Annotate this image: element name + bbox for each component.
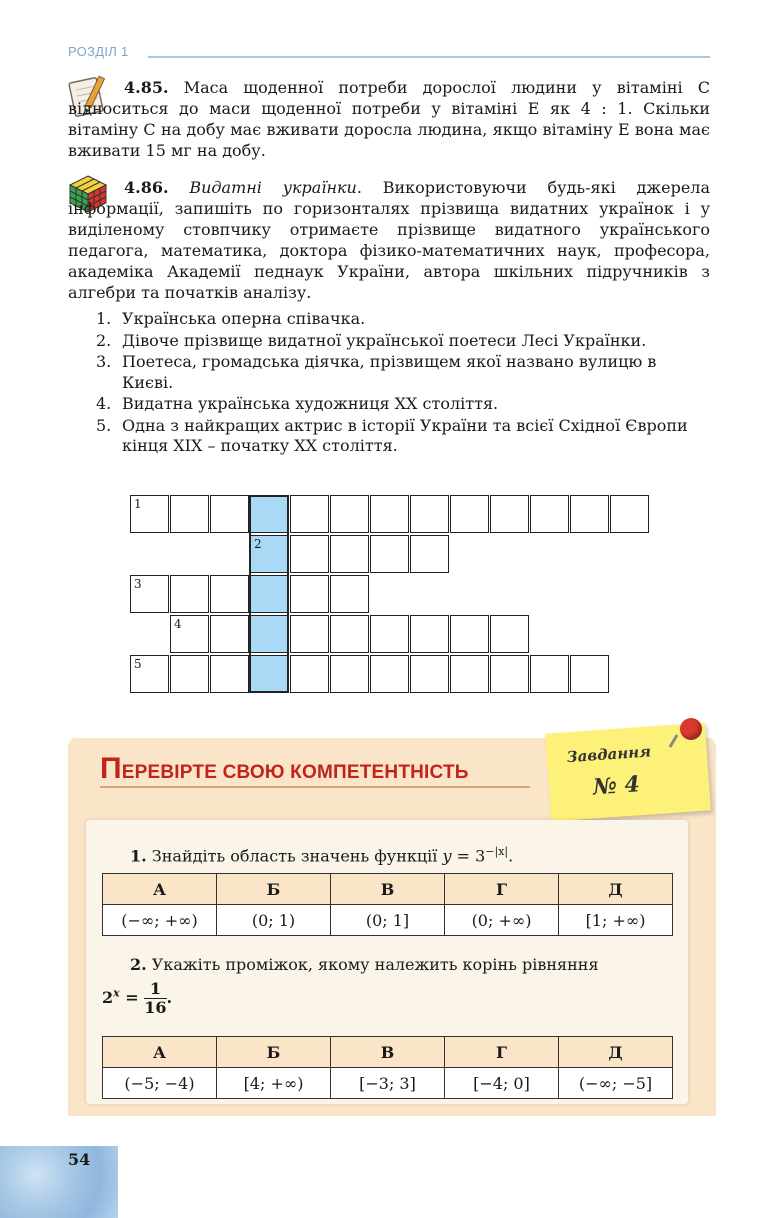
crossword-row-number: 2: [254, 537, 262, 551]
header-rule: [148, 56, 710, 58]
task-number: 4.86.: [124, 178, 169, 197]
answer-option[interactable]: [1; +∞): [559, 905, 673, 936]
answer-header: Д: [559, 874, 673, 905]
crossword-cell[interactable]: [210, 495, 249, 533]
clue-list: [96, 309, 710, 458]
crossword-cell[interactable]: [170, 615, 209, 653]
crossword-cell[interactable]: [370, 655, 409, 693]
task-4-86: [68, 177, 710, 303]
crossword-cell[interactable]: [130, 575, 169, 613]
crossword-cell[interactable]: [570, 655, 609, 693]
answer-option[interactable]: (−∞; −5]: [559, 1068, 673, 1099]
crossword-cell[interactable]: [530, 495, 569, 533]
clue-item: 4. Видатна українська художниця XX століття.: [96, 394, 499, 413]
crossword-cell[interactable]: [330, 575, 369, 613]
crossword-cell[interactable]: [330, 615, 369, 653]
crossword-key-cell[interactable]: [250, 495, 289, 533]
crossword-cell[interactable]: [210, 655, 249, 693]
crossword-cell[interactable]: [210, 615, 249, 653]
crossword-cell[interactable]: [170, 655, 209, 693]
crossword-cell[interactable]: [410, 495, 449, 533]
crossword-key-cell[interactable]: [250, 575, 289, 613]
answer-header: В: [331, 874, 445, 905]
crossword-cell[interactable]: [450, 495, 489, 533]
clue-item: 2. Дівоче прізвище видатної української поетеси Лесі Українки.: [96, 330, 647, 350]
crossword-cell[interactable]: [610, 495, 649, 533]
crossword-cell[interactable]: [450, 615, 489, 653]
answer-header: Б: [217, 1037, 331, 1068]
crossword-cell[interactable]: [570, 495, 609, 533]
crossword-cell[interactable]: [330, 535, 369, 573]
answer-header: А: [103, 874, 217, 905]
crossword-cell[interactable]: [290, 655, 329, 693]
question-1: 1. Знайдіть область значень функції $y = 3^{-|x|}$.: [130, 845, 514, 866]
answer-option[interactable]: (−∞; +∞): [103, 905, 217, 936]
clue-item: 1. Українська оперна співачка.: [96, 309, 366, 328]
crossword-cell[interactable]: [450, 655, 489, 693]
crossword-cell[interactable]: [490, 495, 529, 533]
crossword-key-cell[interactable]: [250, 615, 289, 653]
answer-header: Г: [445, 1037, 559, 1068]
question-2-equation: $2^x$ = $\frac{1}{16}$ .: [102, 979, 173, 1017]
answer-table-1: [102, 873, 673, 936]
corner-decoration: [0, 1146, 118, 1218]
answer-header: Г: [445, 874, 559, 905]
sticky-number: № 4: [592, 771, 641, 801]
crossword-cell[interactable]: [370, 535, 409, 573]
task-text: Маса щоденної потреби дорослої людини у вітаміні С відноситься до маси щоденної потреби у вітаміні Е як 4 : 1. Скільки вітаміну С на добу має вживати доросла людина, якщо вітаміну Е вона має вживати 15 мг на добу.: [68, 78, 710, 160]
crossword-cell[interactable]: [370, 615, 409, 653]
fraction: $\frac{1}{16}$: [144, 979, 167, 1017]
task-text: . Використовуючи будь-які джерела інформації, запишіть по горизонталях прізвища видатних українок і у виділеному стовпчику отримаєте прізвище видатного українського педагога, математика, доктора фізико-математичних наук, професора, академіка Академії педнаук України, автора шкільних підручників з алгебри та початків аналізу.: [68, 178, 710, 302]
section-label: РОЗДІЛ 1: [68, 44, 129, 59]
crossword-cell[interactable]: [330, 655, 369, 693]
crossword-cell[interactable]: [130, 655, 169, 693]
answer-option[interactable]: (0; +∞): [445, 905, 559, 936]
answer-header: А: [103, 1037, 217, 1068]
crossword-cell[interactable]: [530, 655, 569, 693]
task-4-85: [68, 77, 710, 161]
clue-item: 5. Одна з найкращих актрис в історії України та всієї Східної Європи кінця XIX – початку XX століття.: [96, 415, 688, 455]
panel-title-underline: [100, 786, 530, 788]
answer-option[interactable]: [−3; 3]: [331, 1068, 445, 1099]
answer-header: Б: [217, 874, 331, 905]
crossword-cell[interactable]: [370, 495, 409, 533]
answer-option[interactable]: (0; 1]: [331, 905, 445, 936]
answer-header: Д: [559, 1037, 673, 1068]
crossword-cell[interactable]: [490, 655, 529, 693]
answer-option[interactable]: (0; 1): [217, 905, 331, 936]
clue-item: 3. Поетеса, громадська діячка, прізвищем якої названо вулицю в Києві.: [96, 352, 657, 392]
answer-option[interactable]: [−4; 0]: [445, 1068, 559, 1099]
crossword-cell[interactable]: [170, 495, 209, 533]
crossword-cell[interactable]: [130, 495, 169, 533]
crossword-cell[interactable]: [290, 615, 329, 653]
crossword-cell[interactable]: [410, 535, 449, 573]
crossword-row-number: 4: [174, 617, 182, 631]
answer-table-2: [102, 1036, 673, 1099]
crossword-cell[interactable]: [410, 615, 449, 653]
question-2: 2. Укажіть проміжок, якому належить корінь рівняння: [130, 955, 599, 974]
crossword-cell[interactable]: [210, 575, 249, 613]
crossword-cell[interactable]: [490, 615, 529, 653]
sticky-label: Завдання: [566, 742, 652, 767]
answer-option[interactable]: (−5; −4): [103, 1068, 217, 1099]
panel-title: ПЕРЕВІРТЕ СВОЮ КОМПЕТЕНТНІСТЬ: [100, 752, 469, 785]
section-header: [68, 42, 710, 62]
crossword-cell[interactable]: [290, 495, 329, 533]
task-number: 4.85.: [124, 78, 169, 97]
answer-header: В: [331, 1037, 445, 1068]
crossword-cell[interactable]: [290, 575, 329, 613]
pushpin-icon: [680, 718, 702, 740]
crossword-key-cell[interactable]: [250, 655, 289, 693]
crossword-cell[interactable]: [170, 575, 209, 613]
crossword-row-number: 5: [134, 657, 142, 671]
crossword-cell[interactable]: [330, 495, 369, 533]
crossword-row-number: 3: [134, 577, 142, 591]
crossword-cell[interactable]: [410, 655, 449, 693]
crossword-key-cell[interactable]: [250, 535, 289, 573]
crossword-row-number: 1: [134, 497, 142, 511]
task-title: Видатні українки: [189, 178, 357, 197]
answer-option[interactable]: [4; +∞): [217, 1068, 331, 1099]
crossword-cell[interactable]: [290, 535, 329, 573]
page-number: 54: [68, 1150, 91, 1169]
